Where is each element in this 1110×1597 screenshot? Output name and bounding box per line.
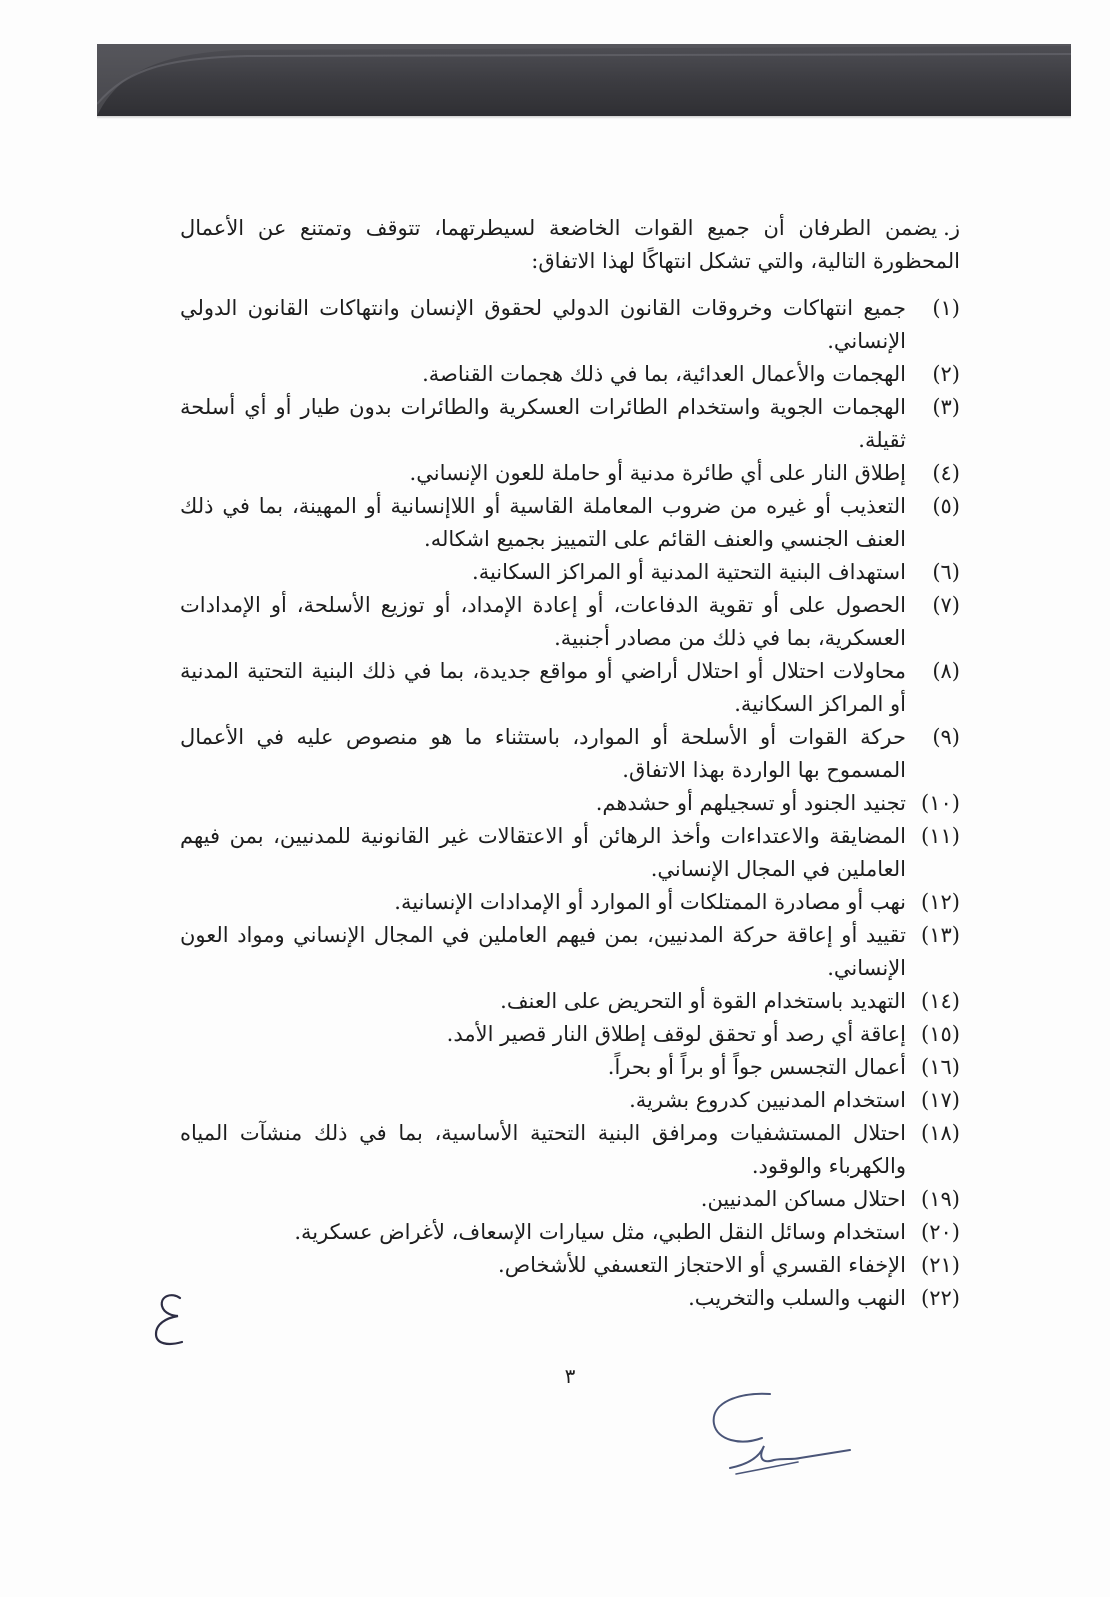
list-item-number: (١) [932, 296, 960, 320]
list-item [180, 1183, 960, 1216]
list-item-number: (١٠) [921, 791, 960, 815]
list-item-text: الهجمات الجوية واستخدام الطائرات العسكرية والطائرات بدون طيار أو أي أسلحة ثقيلة. [180, 395, 906, 452]
list-item-number: (١١) [921, 824, 960, 848]
list-item [180, 1084, 960, 1117]
list-item [180, 1282, 960, 1315]
list-item [180, 1249, 960, 1282]
list-item-number: (١٤) [921, 989, 960, 1013]
list-item [180, 457, 960, 490]
list-item [180, 919, 960, 985]
list-item-number: (٥) [932, 494, 960, 518]
list-item [180, 1216, 960, 1249]
list-item [180, 292, 960, 358]
list-item-text: احتلال مساكن المدنيين. [700, 1187, 906, 1211]
list-item-text: أعمال التجسس جواً أو براً أو بحراً. [607, 1055, 906, 1079]
list-item [180, 589, 960, 655]
intro-paragraph [180, 212, 960, 278]
list-item-text: استخدام وسائل النقل الطبي، مثل سيارات الإسعاف، لأغراض عسكرية. [294, 1220, 906, 1244]
list-item-text: تجنيد الجنود أو تسجيلهم أو حشدهم. [595, 791, 906, 815]
list-item-number: (١٨) [921, 1121, 960, 1145]
list-item-number: (١٣) [921, 923, 960, 947]
page-number: ٣ [564, 1364, 576, 1388]
list-item-number: (١٧) [921, 1088, 960, 1112]
list-item [180, 721, 960, 787]
list-item-text: محاولات احتلال أو احتلال أراضي أو مواقع جديدة، بما في ذلك البنية التحتية المدنية أو المراكز السكانية. [180, 659, 906, 716]
list-item-text: احتلال المستشفيات ومرافق البنية التحتية الأساسية، بما في ذلك منشآت المياه والكهرباء والوقود. [180, 1121, 906, 1178]
handwritten-signature [700, 1388, 880, 1488]
prohibited-acts-list [180, 292, 960, 1315]
intro-text: يضمن الطرفان أن جميع القوات الخاضعة لسيطرتهما، تتوقف وتمتنع عن الأعمال المحظورة التالية، والتي تشكل انتهاكًا لهذا الاتفاق: [180, 216, 960, 273]
list-item-text: الهجمات والأعمال العدائية، بما في ذلك هجمات القناصة. [422, 362, 906, 386]
list-item-text: المضايقة والاعتداءات وأخذ الرهائن أو الاعتقالات غير القانونية للمدنيين، بمن فيهم العاملين في المجال الإنساني. [180, 824, 906, 881]
list-item [180, 391, 960, 457]
binder-fold-shading [97, 44, 1071, 116]
list-item-number: (٤) [932, 461, 960, 485]
list-item-number: (٩) [932, 725, 960, 749]
list-item-number: (٧) [932, 593, 960, 617]
list-item [180, 820, 960, 886]
list-item [180, 556, 960, 589]
list-item [180, 1018, 960, 1051]
list-item-text: تقييد أو إعاقة حركة المدنيين، بمن فيهم العاملين في المجال الإنساني ومواد العون الإنساني. [180, 923, 906, 980]
list-item-number: (٢١) [921, 1253, 960, 1277]
clause-letter: ز. [943, 216, 960, 240]
list-item-text: حركة القوات أو الأسلحة أو الموارد، باستثناء ما هو منصوص عليه في الأعمال المسموح بها الواردة بهذا الاتفاق. [180, 725, 906, 782]
list-item-number: (١٢) [921, 890, 960, 914]
list-item-number: (١٩) [921, 1187, 960, 1211]
document-body [180, 212, 960, 1315]
list-item-text: استهداف البنية التحتية المدنية أو المراكز السكانية. [472, 560, 906, 584]
list-item-text: نهب أو مصادرة الممتلكات أو الموارد أو الإمدادات الإنسانية. [394, 890, 906, 914]
list-item-text: التعذيب أو غيره من ضروب المعاملة القاسية أو اللاإنسانية أو المهينة، بما في ذلك العنف الجنسي والعنف القائم على التمييز بجميع اشكاله. [180, 494, 906, 551]
list-item-number: (١٥) [921, 1022, 960, 1046]
list-item-number: (١٦) [921, 1055, 960, 1079]
list-item [180, 985, 960, 1018]
list-item-text: الإخفاء القسري أو الاحتجاز التعسفي للأشخاص. [498, 1253, 906, 1277]
list-item [180, 787, 960, 820]
list-item-text: النهب والسلب والتخريب. [688, 1286, 906, 1310]
list-item [180, 1117, 960, 1183]
list-item-text: الحصول على أو تقوية الدفاعات، أو إعادة الإمداد، أو توزيع الأسلحة، أو الإمدادات العسكرية، بما في ذلك من مصادر أجنبية. [180, 593, 906, 650]
list-item [180, 1051, 960, 1084]
list-item-text: جميع انتهاكات وخروقات القانون الدولي لحقوق الإنسان وانتهاكات القانون الدولي الإنساني. [180, 296, 906, 353]
list-item-number: (٢٠) [921, 1220, 960, 1244]
list-item [180, 886, 960, 919]
list-item [180, 358, 960, 391]
handwritten-initial [138, 1290, 198, 1360]
list-item [180, 655, 960, 721]
list-item-number: (٢) [932, 362, 960, 386]
list-item-text: استخدام المدنيين كدروع بشرية. [629, 1088, 906, 1112]
list-item-text: إعاقة أي رصد أو تحقق لوقف إطلاق النار قصير الأمد. [446, 1022, 906, 1046]
binder-cover-strip [97, 44, 1071, 116]
list-item-number: (٦) [932, 560, 960, 584]
list-item-text: التهديد باستخدام القوة أو التحريض على العنف. [500, 989, 906, 1013]
list-item [180, 490, 960, 556]
list-item-number: (٢٢) [921, 1286, 960, 1310]
list-item-text: إطلاق النار على أي طائرة مدنية أو حاملة للعون الإنساني. [409, 461, 906, 485]
list-item-number: (٣) [932, 395, 960, 419]
list-item-number: (٨) [932, 659, 960, 683]
binder-shadow [97, 116, 1071, 119]
